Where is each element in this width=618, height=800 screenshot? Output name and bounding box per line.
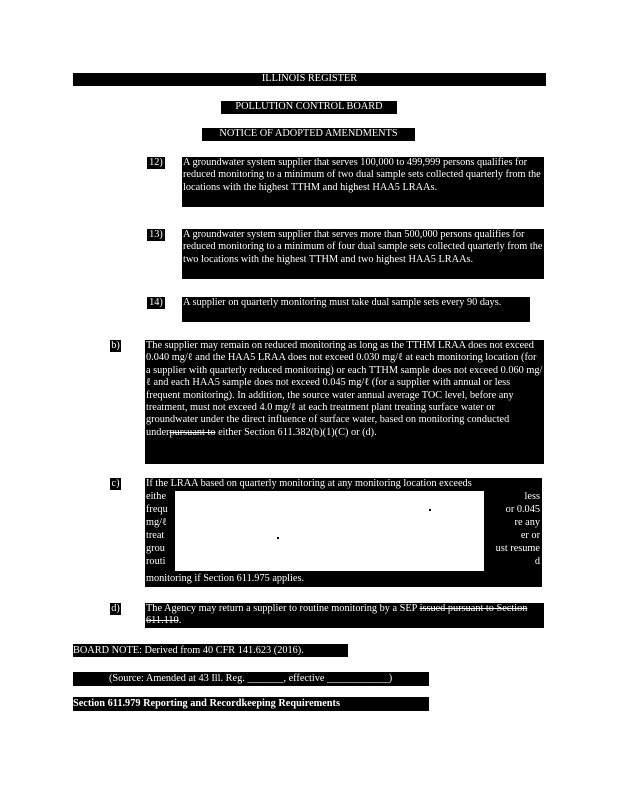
paragraph-b-under: under xyxy=(146,426,170,438)
paragraph-c-first-line: If the LRAA based on quarterly monitoring at any monitoring location exceeds xyxy=(146,478,472,489)
item-number-12: 12) xyxy=(147,157,165,169)
item-text-13: A groundwater system supplier that serves more than 500,000 persons qualifies for reduced monitoring to a minimum of four dual sample sets collected quarterly from the two locations with the highest TTHM and two highest HAA5 LRAAs. xyxy=(182,229,544,279)
redaction-speck xyxy=(277,537,279,539)
paragraph-c-left-fragment: frequ xyxy=(146,504,168,515)
paragraph-label-c: c) xyxy=(111,478,120,489)
paragraph-b-tail: either Section 611.382(b)(1)(C) or (d). xyxy=(215,426,377,438)
paragraph-c-right-fragment: er or xyxy=(520,530,540,541)
redaction-box xyxy=(175,491,484,571)
paragraph-label-b: b) xyxy=(111,340,120,351)
paragraph-d xyxy=(145,603,544,628)
paragraph-b-text: The supplier may remain on reduced monitoring as long as the TTHM LRAA does not exceed 0.040 mg/ℓ and the HAA5 LRAA does not exceed 0.030 mg/ℓ at each monitoring location (for a supplier with quarterly reduced monitoring) or each TTHM sample does not exceed 0.060 mg/ℓ and each HAA5 sample does not exceed 0.045 mg/ℓ (for a supplier with annual or less frequent monitoring). In addition, the source water annual average TOC level, before any treatment, must not exceed 4.0 mg/ℓ at each treatment plant treating surface water or groundwater under the direct influence of surface water, based on monitoring conducted xyxy=(146,340,543,426)
item-text-14: A supplier on quarterly monitoring must take dual sample sets every 90 days. xyxy=(182,297,530,322)
paragraph-d-end: . xyxy=(178,615,182,627)
register-title: ILLINOIS REGISTER xyxy=(73,73,546,86)
board-title: POLLUTION CONTROL BOARD xyxy=(221,101,397,114)
paragraph-d-deleted: issued pursuant to Section 611.110 xyxy=(146,603,528,627)
paragraph-c-right-fragment: or 0.045 xyxy=(505,504,540,515)
board-note: BOARD NOTE: Derived from 40 CFR 141.623 (2016). xyxy=(73,644,348,657)
paragraph-c-last-line: monitoring if Section 611.975 applies. xyxy=(146,573,305,584)
item-number-14: 14) xyxy=(147,297,165,309)
paragraph-c-right-fragment: less xyxy=(524,491,540,502)
paragraph-label-d: d) xyxy=(111,603,120,614)
paragraph-c-right-fragment: re any xyxy=(514,517,540,528)
section-heading: Section 611.979 Reporting and Recordkeeping Requirements xyxy=(73,697,429,711)
paragraph-d-text: The Agency may return a supplier to routine monitoring by a SEP xyxy=(146,603,420,614)
paragraph-c-left-fragment: eithe xyxy=(146,491,167,502)
item-number-13: 13) xyxy=(147,229,165,241)
paragraph-c-left-fragment: treat xyxy=(146,530,165,541)
source-line: (Source: Amended at 43 Ill. Reg. _______, effective ____________) xyxy=(73,672,429,686)
paragraph-c-right-fragment: ust resume xyxy=(495,543,540,554)
paragraph-c-right-fragment: d xyxy=(534,556,540,567)
paragraph-c-left-fragment: routi xyxy=(146,556,166,567)
item-text-12: A groundwater system supplier that serves 100,000 to 499,999 persons qualifies for reduced monitoring to a minimum of two dual sample sets collected quarterly from the locations with the highest TTHM and highest HAA5 LRAAs. xyxy=(182,157,544,207)
notice-title: NOTICE OF ADOPTED AMENDMENTS xyxy=(202,128,415,141)
paragraph-c-left-fragment: grou xyxy=(146,543,165,554)
redaction-speck xyxy=(429,509,431,511)
paragraph-b-deleted: pursuant to xyxy=(169,426,216,438)
paragraph-b xyxy=(145,340,544,464)
paragraph-c-left-fragment: mg/ℓ xyxy=(146,517,167,528)
